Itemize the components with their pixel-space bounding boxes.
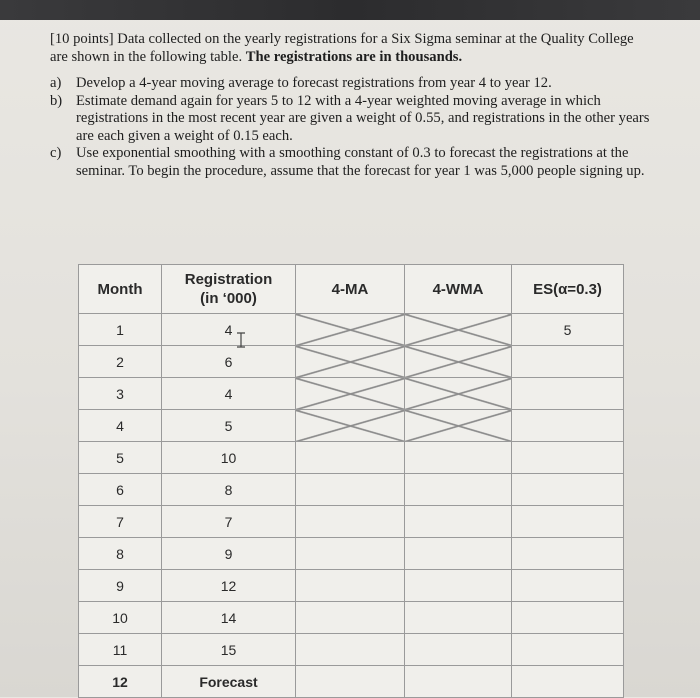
crossed-out-cell [405,378,512,410]
crossed-out-cell [296,346,405,378]
table-row [79,634,624,666]
registration-cell: 9 [162,538,296,570]
es-cell [512,602,624,634]
registration-cell: 15 [162,634,296,666]
header-registration-line1: Registration [184,271,273,288]
part-text: Develop a 4-year moving average to forecast registrations from year 4 to year 12. [76,75,552,91]
wma-cell [405,570,512,602]
table-row [79,410,624,442]
ma-cell [296,538,405,570]
es-cell [512,442,624,474]
wma-cell [405,506,512,538]
registration-cell: 7 [162,506,296,538]
wma-cell [405,474,512,506]
month-cell: 4 [79,410,162,442]
question-intro [50,31,650,66]
table-row [79,346,624,378]
es-cell [512,666,624,698]
month-cell: 8 [79,538,162,570]
ma-cell [296,634,405,666]
wma-cell [405,538,512,570]
crossed-out-cell [296,378,405,410]
table-row [79,538,624,570]
es-cell [512,346,624,378]
part-letter: a) [50,75,62,91]
ma-cell [296,506,405,538]
month-cell: 6 [79,474,162,506]
crossed-out-cell [405,314,512,346]
worksheet-page [0,20,700,697]
table-row [79,378,624,410]
question-parts [50,75,650,180]
registration-cell: 14 [162,602,296,634]
part-text: Use exponential smoothing with a smoothing constant of 0.3 to forecast the registrations at the seminar. To begin the procedure, assume that the forecast for year 1 was 5,000 people signing up. [76,145,645,179]
registration-cell: 6 [162,346,296,378]
table-header-row [79,265,624,314]
month-cell: 12 [79,666,162,698]
es-cell [512,634,624,666]
es-cell: 5 [512,314,624,346]
table-row [79,474,624,506]
month-cell: 5 [79,442,162,474]
ma-cell [296,442,405,474]
table-row [79,570,624,602]
ma-cell [296,570,405,602]
top-dark-band [0,0,700,20]
ma-cell [296,474,405,506]
header-registration [162,265,296,314]
month-cell: 3 [79,378,162,410]
month-cell: 7 [79,506,162,538]
month-cell: 2 [79,346,162,378]
part-letter: c) [50,145,62,161]
es-cell [512,538,624,570]
month-cell: 1 [79,314,162,346]
question-text [50,31,650,180]
header-4wma: 4-WMA [405,265,512,314]
month-cell: 9 [79,570,162,602]
registration-cell: 4 [162,378,296,410]
registration-cell: 4 [162,314,296,346]
crossed-out-cell [296,410,405,442]
question-part-b [50,93,650,146]
wma-cell [405,442,512,474]
registration-cell: 5 [162,410,296,442]
es-cell [512,474,624,506]
table-row [79,666,624,698]
table-row [79,314,624,346]
table-row [79,442,624,474]
es-cell [512,410,624,442]
registration-table [78,264,624,698]
es-cell [512,570,624,602]
registration-cell: 12 [162,570,296,602]
registration-cell: 10 [162,442,296,474]
header-month: Month [79,265,162,314]
table-row [79,506,624,538]
intro-bold-text: The registrations are in thousands. [245,48,463,65]
header-es: ES(α=0.3) [512,265,624,314]
wma-cell [405,666,512,698]
es-cell [512,378,624,410]
month-cell: 11 [79,634,162,666]
text-cursor-icon [236,332,246,348]
wma-cell [405,634,512,666]
question-part-c [50,145,650,180]
wma-cell [405,602,512,634]
es-cell [512,506,624,538]
ma-cell [296,666,405,698]
part-letter: b) [50,92,63,109]
part-text: Estimate demand again for years 5 to 12 with a 4-year weighted moving average in which registrations in the most recent year are given a weight of 0.55, and registrations in the other years are each given a weight of 0.15 each. [76,92,650,144]
intro-text: [10 points] Data collected on the yearly registrations for a Six Sigma seminar at the Quality College are shown in the following table. [50,31,634,65]
registration-cell: Forecast [162,666,296,698]
crossed-out-cell [296,314,405,346]
registration-cell: 8 [162,474,296,506]
question-part-a [50,75,650,93]
month-cell: 10 [79,602,162,634]
header-4ma: 4-MA [296,265,405,314]
ma-cell [296,602,405,634]
table-row [79,602,624,634]
crossed-out-cell [405,410,512,442]
crossed-out-cell [405,346,512,378]
header-registration-line2: (in ‘000) [200,290,257,307]
